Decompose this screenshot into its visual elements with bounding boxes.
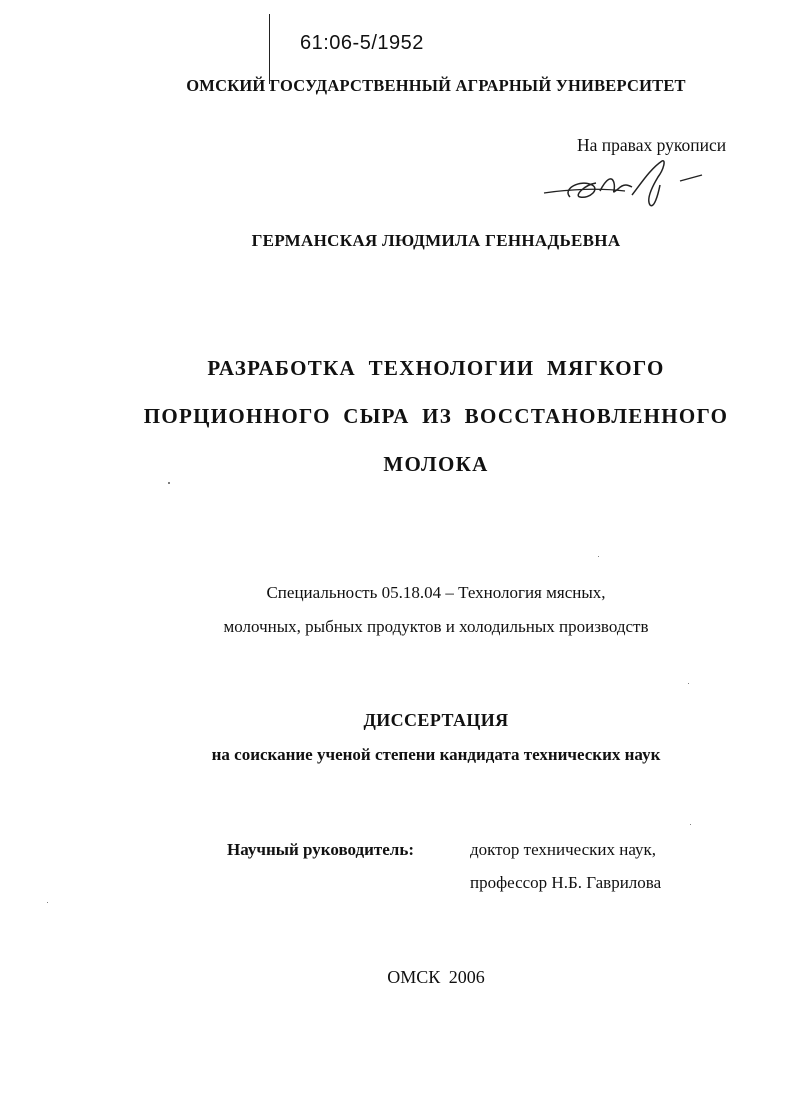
- margin-rule: [269, 14, 270, 84]
- title-line: РАЗРАБОТКА ТЕХНОЛОГИИ МЯГКОГО: [207, 356, 665, 380]
- specialty-line: Специальность 05.18.04 – Технология мясных,: [266, 583, 606, 602]
- title-line: ПОРЦИОННОГО СЫРА ИЗ ВОССТАНОВЛЕННОГО: [143, 404, 729, 428]
- degree-sought: на соискание ученой степени кандидата технических наук: [211, 745, 661, 764]
- scan-speck: [168, 482, 170, 484]
- scan-speck: [690, 824, 691, 825]
- handwritten-signature: [540, 155, 710, 215]
- scan-speck: [47, 902, 48, 903]
- archive-code: 61:06-5/1952: [300, 32, 424, 54]
- title-line: МОЛОКА: [383, 452, 489, 476]
- author-name: ГЕРМАНСКАЯ ЛЮДМИЛА ГЕННАДЬЕВНА: [251, 231, 621, 250]
- scan-speck: [598, 556, 599, 557]
- document-type: ДИССЕРТАЦИЯ: [363, 710, 509, 730]
- city-year: ОМСК 2006: [387, 967, 485, 987]
- advisor-detail: доктор технических наук,: [470, 840, 657, 859]
- university-name: ОМСКИЙ ГОСУДАРСТВЕННЫЙ АГРАРНЫЙ УНИВЕРСИТЕТ: [186, 76, 686, 95]
- advisor-detail: профессор Н.Б. Гаврилова: [470, 873, 662, 892]
- scan-speck: [688, 683, 689, 684]
- advisor-label: Научный руководитель:: [227, 840, 414, 859]
- specialty-line: молочных, рыбных продуктов и холодильных производств: [223, 617, 649, 636]
- manuscript-rights-label: На правах рукописи: [577, 135, 727, 155]
